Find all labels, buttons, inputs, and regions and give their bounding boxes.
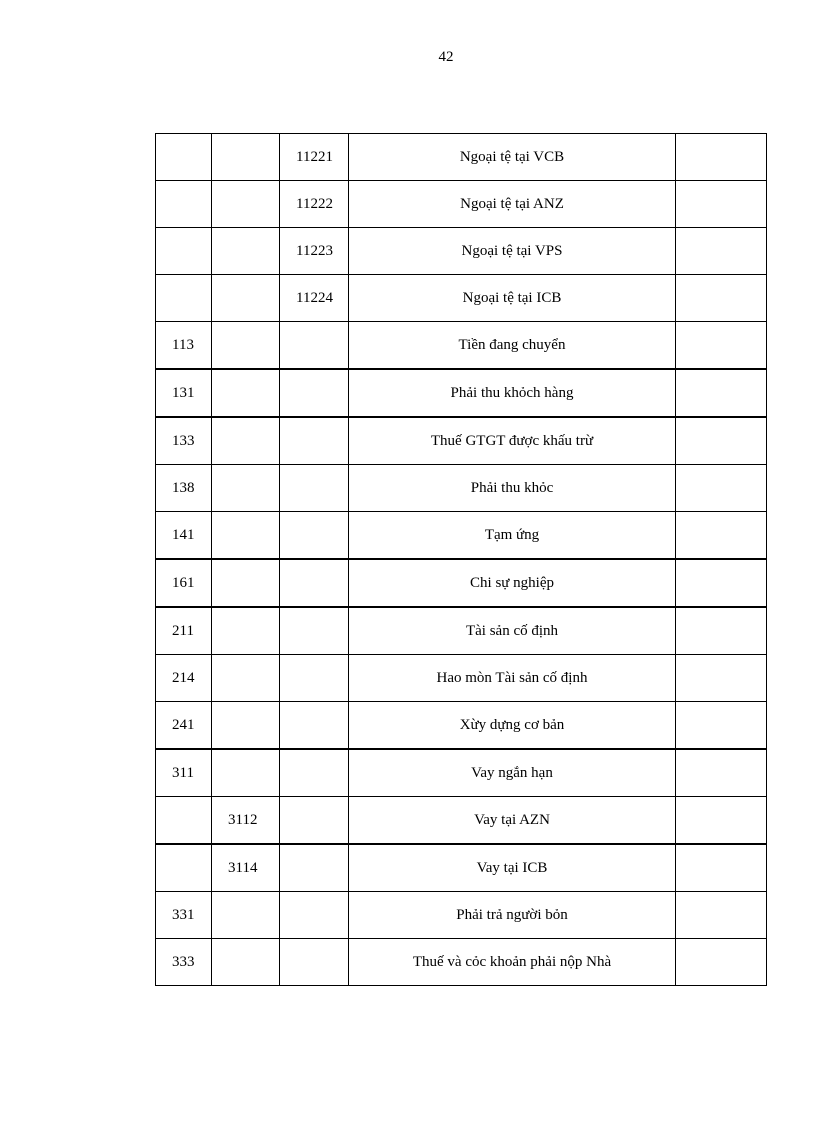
account-name-cell: Ngoại tệ tại ICB (349, 275, 676, 322)
account-level1-cell: 161 (156, 559, 212, 607)
account-level1-cell: 211 (156, 607, 212, 655)
account-level1-cell: 141 (156, 512, 212, 560)
account-extra-cell (676, 749, 767, 797)
account-name-cell: Tài sản cố định (349, 607, 676, 655)
account-level2-cell (212, 749, 280, 797)
account-level1-cell: 214 (156, 655, 212, 702)
account-level3-cell (280, 939, 349, 986)
account-name-cell: Ngoại tệ tại ANZ (349, 181, 676, 228)
account-name-cell: Vay tại AZN (349, 797, 676, 845)
account-level1-cell: 138 (156, 465, 212, 512)
account-level3-cell (280, 749, 349, 797)
account-level3-cell (280, 655, 349, 702)
account-level2-cell (212, 607, 280, 655)
account-level2-cell (212, 322, 280, 370)
account-name-cell: Xừy dựng cơ bản (349, 702, 676, 750)
table-row (156, 275, 767, 322)
account-level2-cell (212, 134, 280, 181)
account-name-cell: Vay tại ICB (349, 844, 676, 892)
account-level3-cell (280, 559, 349, 607)
account-level2-cell (212, 417, 280, 465)
account-name-cell: Thuế và cỏc khoản phải nộp Nhà (349, 939, 676, 986)
table-row (156, 181, 767, 228)
table-row (156, 559, 767, 607)
account-level2-cell (212, 892, 280, 939)
account-level3-cell (280, 702, 349, 750)
account-level1-cell: 331 (156, 892, 212, 939)
table-row (156, 749, 767, 797)
account-level3-cell: 11221 (280, 134, 349, 181)
account-level3-cell (280, 465, 349, 512)
account-level1-cell (156, 275, 212, 322)
account-extra-cell (676, 228, 767, 275)
table-row (156, 702, 767, 750)
account-name-cell: Ngoại tệ tại VCB (349, 134, 676, 181)
account-name-cell: Vay ngắn hạn (349, 749, 676, 797)
account-level3-cell (280, 844, 349, 892)
account-level3-cell (280, 512, 349, 560)
account-extra-cell (676, 559, 767, 607)
account-level3-cell (280, 417, 349, 465)
account-level3-cell (280, 892, 349, 939)
account-level3-cell (280, 369, 349, 417)
account-name-cell: Tạm ứng (349, 512, 676, 560)
account-level2-cell (212, 512, 280, 560)
account-level2-cell (212, 939, 280, 986)
account-level2-cell (212, 275, 280, 322)
account-extra-cell (676, 607, 767, 655)
account-name-cell: Hao mòn Tài sản cố định (349, 655, 676, 702)
account-level3-cell: 11222 (280, 181, 349, 228)
account-name-cell: Phải thu khỏc (349, 465, 676, 512)
account-level1-cell (156, 228, 212, 275)
account-name-cell: Thuế GTGT được khấu trừ (349, 417, 676, 465)
account-level2-cell (212, 181, 280, 228)
table-row (156, 417, 767, 465)
table-row (156, 322, 767, 370)
account-level1-cell (156, 844, 212, 892)
table-row (156, 892, 767, 939)
account-extra-cell (676, 939, 767, 986)
account-level1-cell: 131 (156, 369, 212, 417)
account-level1-cell: 241 (156, 702, 212, 750)
table-row (156, 512, 767, 560)
account-extra-cell (676, 797, 767, 845)
page-number: 42 (438, 49, 454, 65)
account-extra-cell (676, 369, 767, 417)
account-level3-cell: 11224 (280, 275, 349, 322)
account-extra-cell (676, 417, 767, 465)
account-level1-cell (156, 134, 212, 181)
account-level2-cell (212, 228, 280, 275)
account-level1-cell: 333 (156, 939, 212, 986)
table-row (156, 607, 767, 655)
table-row (156, 655, 767, 702)
account-level1-cell (156, 797, 212, 845)
account-level3-cell: 11223 (280, 228, 349, 275)
account-extra-cell (676, 892, 767, 939)
table-row (156, 465, 767, 512)
account-level1-cell (156, 181, 212, 228)
account-name-cell: Chi sự nghiệp (349, 559, 676, 607)
account-level2-cell: 3114 (212, 844, 280, 892)
table-row (156, 939, 767, 986)
account-level2-cell (212, 559, 280, 607)
chart-of-accounts-table (155, 133, 767, 986)
account-level2-cell: 3112 (212, 797, 280, 845)
account-level3-cell (280, 607, 349, 655)
table-row (156, 134, 767, 181)
account-extra-cell (676, 655, 767, 702)
account-extra-cell (676, 702, 767, 750)
account-level1-cell: 133 (156, 417, 212, 465)
account-extra-cell (676, 322, 767, 370)
account-level2-cell (212, 465, 280, 512)
account-level2-cell (212, 655, 280, 702)
account-level1-cell: 311 (156, 749, 212, 797)
account-extra-cell (676, 465, 767, 512)
table-row (156, 844, 767, 892)
account-name-cell: Phải thu khỏch hàng (349, 369, 676, 417)
account-level2-cell (212, 369, 280, 417)
table-body (156, 134, 767, 986)
account-extra-cell (676, 134, 767, 181)
table-row (156, 369, 767, 417)
account-name-cell: Phải trả người bỏn (349, 892, 676, 939)
account-extra-cell (676, 181, 767, 228)
account-level3-cell (280, 797, 349, 845)
table-row (156, 228, 767, 275)
account-extra-cell (676, 275, 767, 322)
account-name-cell: Ngoại tệ tại VPS (349, 228, 676, 275)
account-extra-cell (676, 512, 767, 560)
account-level3-cell (280, 322, 349, 370)
account-level1-cell: 113 (156, 322, 212, 370)
table-row (156, 797, 767, 845)
account-extra-cell (676, 844, 767, 892)
account-name-cell: Tiền đang chuyển (349, 322, 676, 370)
account-level2-cell (212, 702, 280, 750)
